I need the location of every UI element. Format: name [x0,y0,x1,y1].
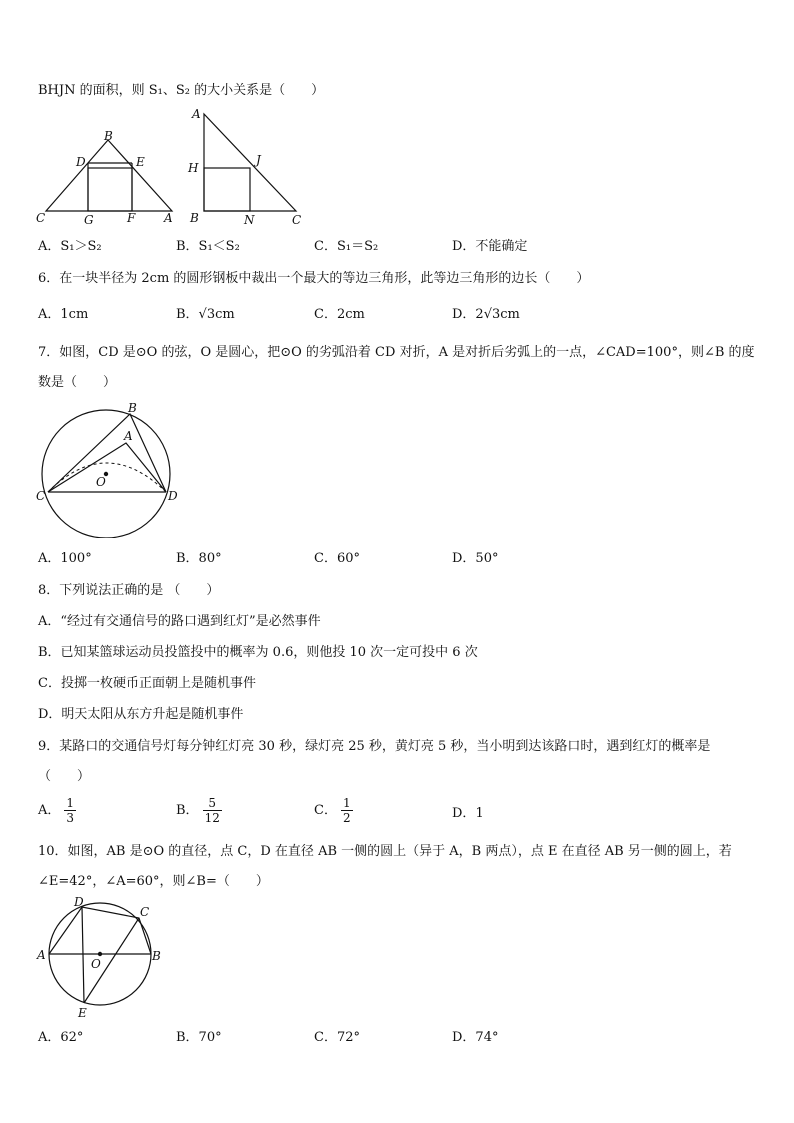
q7-stem-line2: 数是（ ） [38,375,117,390]
label-B: B [190,211,199,225]
q9-stem-line2: （ ） [38,769,91,784]
q7-option-d: D．50° [452,551,499,566]
numerator: 1 [342,796,351,810]
option-value: 1 [475,806,484,821]
label-C: C [292,213,302,227]
label-D: D [76,155,86,169]
label-D: D [168,489,178,503]
label-J: J [256,153,261,167]
label-C: C [140,905,150,919]
denominator: 2 [342,811,351,825]
label-B: B [128,401,137,415]
q9-stem-line1: 9．某路口的交通信号灯每分钟红灯亮 30 秒，绿灯亮 25 秒，黄灯亮 5 秒，当小明到达该路口时，遇到红灯的概率是 [38,739,711,754]
q10-option-b: B．70° [176,1030,222,1045]
q6-stem: 6．在一块半径为 2cm 的圆形钢板中裁出一个最大的等边三角形，此等边三角形的边长（ ） [38,271,590,286]
label-B: B [152,949,161,963]
q5-stem: BHJN 的面积，则 S₁、S₂ 的大小关系是（ ） [38,83,325,98]
q10-option-c: C．72° [314,1030,360,1045]
label-C: C [36,489,46,503]
numerator: 1 [66,796,75,810]
label-A: A [164,211,173,225]
label-O: O [96,475,106,489]
option-letter: B． [176,803,199,818]
q7-stem-line1: 7．如图，CD 是⊙O 的弦，O 是圆心，把⊙O 的劣弧沿着 CD 对折，A 是对折后劣弧上的一点，∠CAD=100°，则∠B 的度 [38,345,755,360]
q9-option-c [314,796,353,825]
label-A: A [37,948,46,962]
denominator: 12 [204,811,220,825]
option-letter: D． [452,806,476,821]
q10-stem-line2: ∠E=42°，∠A=60°，则∠B=（ ） [38,874,269,889]
q10-option-a: A．62° [38,1030,84,1045]
label-E: E [136,155,145,169]
fraction [64,796,76,825]
option-letter: C． [314,803,337,818]
label-O: O [91,957,101,971]
fraction [203,796,222,825]
label-H: H [188,161,199,175]
q9-option-a [38,796,76,825]
q6-option-d: D．2√3cm [452,307,520,322]
q7-option-c: C．60° [314,551,360,566]
label-A: A [124,429,133,443]
label-N: N [244,213,255,227]
label-D: D [74,895,84,909]
q5-option-a: A．S₁＞S₂ [38,239,102,254]
label-F: F [127,211,136,225]
q8-option-c: C．投掷一枚硬币正面朝上是随机事件 [38,676,256,691]
denominator: 3 [66,811,75,825]
label-B: B [104,129,113,143]
label-C: C [36,211,46,225]
q5-option-c: C．S₁＝S₂ [314,239,379,254]
q8-option-d: D．明天太阳从东方升起是随机事件 [38,707,244,722]
label-G: G [84,213,94,227]
q10-figure-circle-diameter [34,894,166,1024]
q8-stem: 8．下列说法正确的是 （ ） [38,583,220,598]
label-A: A [192,107,201,121]
q7-option-b: B．80° [176,551,222,566]
q7-figure-circle-fold [34,398,184,538]
q5-option-d: D．不能确定 [452,239,528,254]
q5-option-b: B．S₁＜S₂ [176,239,240,254]
q10-stem-line1: 10．如图，AB 是⊙O 的直径，点 C，D 在直径 AB 一侧的圆上（异于 A，B 两点），点 E 在直径 AB 另一侧的圆上，若 [38,844,732,859]
q5-figure-triangle-square [34,128,180,228]
label-E: E [78,1006,87,1020]
q6-option-c: C．2cm [314,307,365,322]
q8-option-b: B．已知某篮球运动员投篮投中的概率为 0.6，则他投 10 次一定可投中 6 次 [38,645,478,660]
numerator: 5 [203,796,222,811]
q9-option-b [176,796,222,825]
q9-option-d [452,805,484,823]
q6-option-b: B．√3cm [176,307,235,322]
option-letter: A． [38,803,61,818]
q7-option-a: A．100° [38,551,92,566]
q6-option-a: A．1cm [38,307,89,322]
fraction [341,796,353,825]
q8-option-a: A．“经过有交通信号的路口遇到红灯”是必然事件 [38,614,321,629]
q5-figure-right-triangle-square [186,104,310,228]
q10-option-d: D．74° [452,1030,499,1045]
